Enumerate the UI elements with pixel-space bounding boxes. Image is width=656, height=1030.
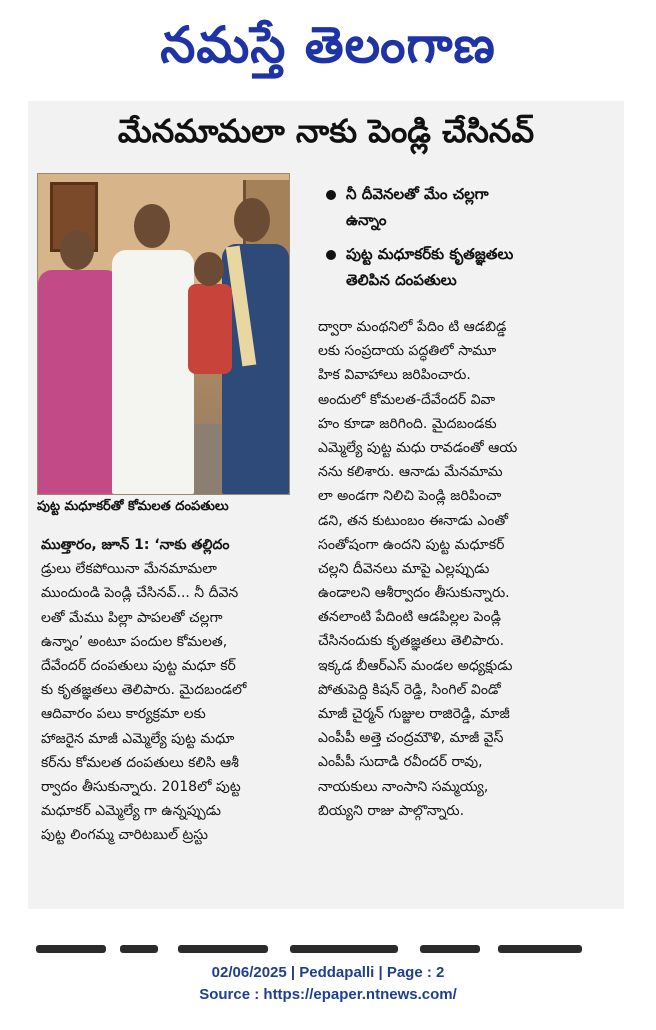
article-column-left (41, 533, 296, 847)
text-line: చల్లని దీవెనలు మాపై ఎల్లప్పుడు (318, 560, 490, 577)
edition-info: 02/06/2025 | Peddapalli | Page : 2 (211, 964, 445, 981)
text-line: లకు సంప్రదాయ పద్ధతిలో సామూ (318, 343, 497, 360)
text-line: తనలాంటి పేదింటి ఆడపిల్లల పెండ్లి (318, 609, 501, 626)
text-line: ముందుండి పెండ్లి చేసినవ్... నీ దీవెన (41, 585, 239, 602)
article-column-right (318, 315, 618, 823)
source-link[interactable]: Source : https://epaper.ntnews.com/ (199, 986, 457, 1003)
text-line: డని, తన కుటుంబం ఈనాడు ఎంతో (318, 512, 509, 529)
highlight-item: పుట్ట మధూకర్‌కు కృతజ్ఞతలు తెలిపిన దంపతులు (326, 241, 616, 293)
bullet-icon (326, 190, 336, 200)
newspaper-logo-title: నమస్తే తెలంగాణ (160, 16, 496, 74)
text-line: చేసినందుకు కృతజ్ఞతలు తెలిపారు. (318, 633, 505, 650)
text-line: హిక వివాహాలు జరిపించారు. (318, 367, 471, 384)
text-line: హం కూడా జరిగింది. మైదబండకు (318, 415, 497, 432)
article-photo (37, 173, 290, 495)
text-line: ఎంపీపీ అత్తె చంద్రమౌళి, మాజీ వైస్ (318, 730, 504, 747)
text-line: ఎంపీపీ సుదాడి రవీందర్ రావు, (318, 754, 483, 771)
text-line: కర్‌ను కోమలత దంపతులు కలిసి ఆశీ (41, 754, 239, 771)
text-line: కు కృతజ్ఞతలు తెలిపారు. మైదబండలో (41, 682, 247, 699)
text-line: ఇక్కడ బీఆర్ఎస్ మండల అధ్యక్షుడు (318, 657, 513, 674)
text-line: ఎమ్మెల్యే పుట్ట మధు రావడంతో ఆయ (318, 439, 518, 456)
text-line: హాజరైన మాజీ ఎమ్మెల్యే పుట్ట మధూ (41, 730, 235, 747)
text-line: ర్వాదం తీసుకున్నారు. 2018లో పుట్ట (41, 778, 241, 795)
text-line: ద్వారా మంథనిలో పేదిం టి ఆడబిడ్డ (318, 319, 507, 335)
text-line: ఆదివారం పలు కార్యక్రమా లకు (41, 706, 206, 723)
page-footer (0, 962, 656, 1006)
article-headline: మేనమామలా నాకు పెండ్లి చేసినవ్ (117, 112, 535, 150)
text-line: ఉన్నాం’ అంటూ పందుల కోమలత, (41, 633, 228, 650)
news-clipping (28, 101, 624, 909)
text-line: మధూకర్ ఎమ్మెల్యే గా ఉన్నప్పుడు (41, 803, 221, 820)
masthead (0, 0, 656, 90)
highlights-list (326, 181, 616, 301)
text-line: మాజీ చైర్మన్ గుజ్జుల రాజిరెడ్డి, మాజీ (318, 706, 510, 722)
text-line: బియ్యని రాజు పాల్గొన్నారు. (318, 802, 465, 819)
text-line: డ్రులు లేకపోయినా మేనమామలా (41, 561, 217, 578)
bullet-icon (326, 250, 336, 260)
text-line: నను కలిశారు. ఆనాడు మేనమామ (318, 464, 503, 481)
text-line: లా అండగా నిలిచి పెండ్లి జరిపించా (318, 488, 502, 505)
cropped-next-headline (28, 935, 624, 957)
text-line: ఉండాలని ఆశీర్వాదం తీసుకున్నారు. (318, 585, 510, 602)
photo-caption: పుట్ట మధూకర్‌తో కోమలత దంపతులు (37, 499, 229, 514)
text-line: నాయకులు నాంసాని సమ్మయ్య, (318, 778, 489, 795)
text-line: ముత్తారం, జూన్ 1: ‘నాకు తల్లిదం (41, 537, 230, 553)
text-line: లతో మేము పిల్లా పాపలతో చల్లగా (41, 609, 223, 626)
text-line: సంతోషంగా ఉందని పుట్ట మధూకర్ (318, 536, 505, 553)
text-line: పుట్ట లింగమ్మ చారిటబుల్ ట్రస్టు (41, 827, 208, 844)
text-line: అందులో కోమలత-దేవేందర్ వివా (318, 391, 496, 408)
text-line: దేవేందర్ దంపతులు పుట్ట మధూ కర్ (41, 657, 236, 674)
highlight-item: నీ దీవెనలతో మేం చల్లగా ఉన్నాం (326, 181, 616, 233)
text-line: పోతుపెద్ది కిషన్ రెడ్డి, సింగిల్ విండో (318, 681, 501, 698)
